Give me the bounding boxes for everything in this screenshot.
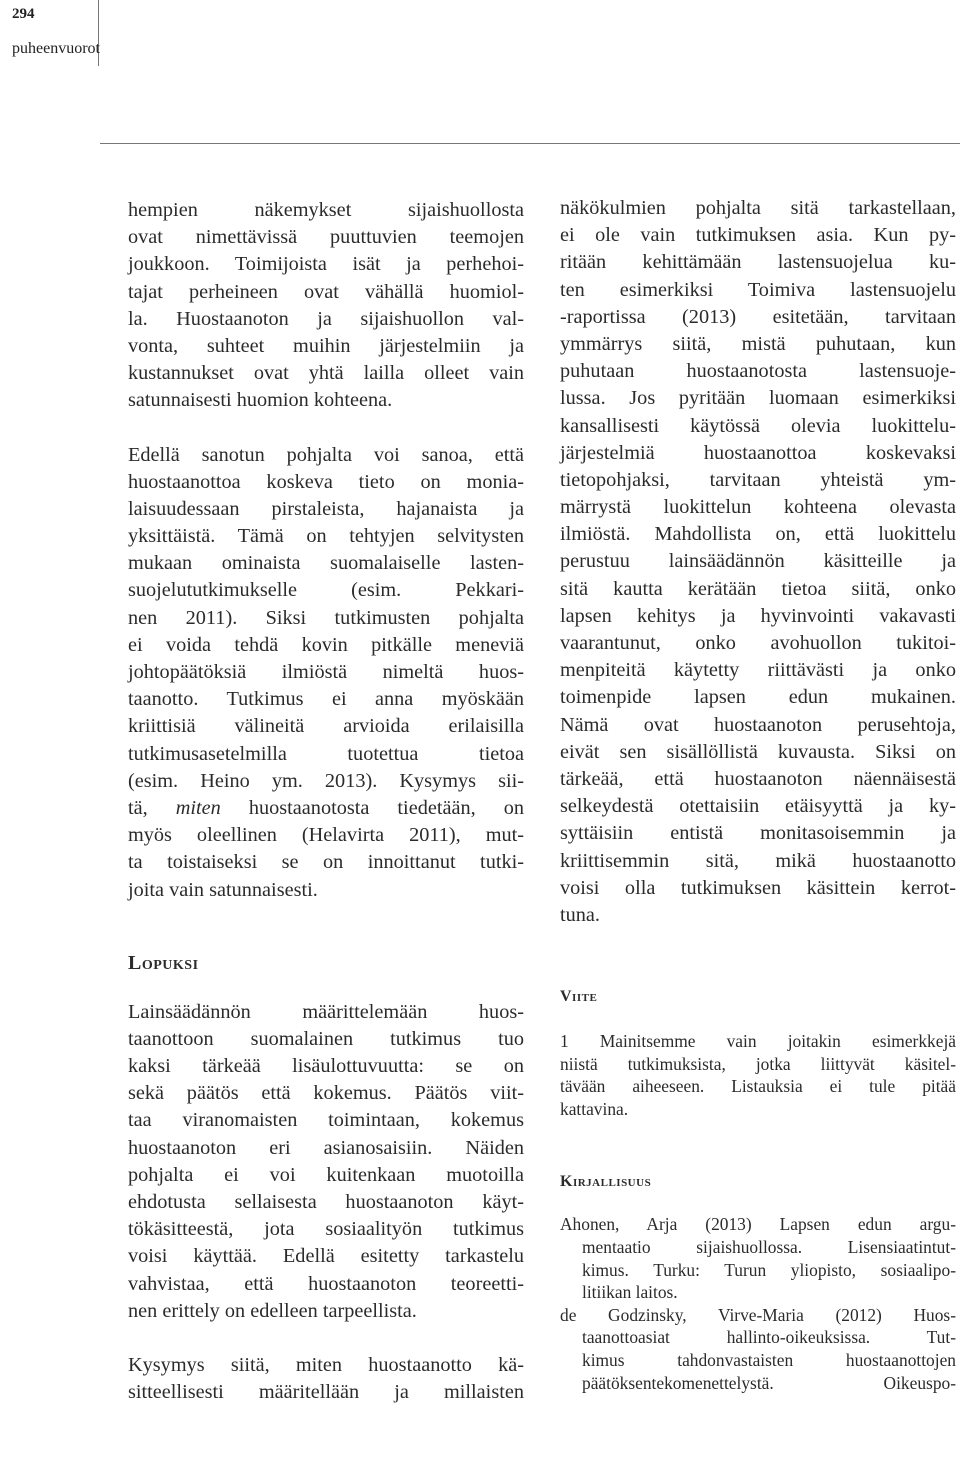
- text-line-with-italic: tä, miten huostaanotosta tiedetään, on: [128, 796, 525, 819]
- reference-line: litiikan laitos.: [582, 1282, 678, 1303]
- text-line: satunnaisesti huomion kohteena.: [128, 389, 393, 412]
- paragraph-right-1: [560, 195, 956, 929]
- text-line: 1 Mainitsemme vain joitakin esimerkkejä: [560, 1031, 956, 1052]
- text-line: laisuudessaan pirstaleista, hajanaista ja: [128, 497, 524, 520]
- text-line: (esim. Heino ym. 2013). Kysymys sii-: [128, 769, 524, 792]
- text-line: märrystä luokittelun kohteena olevasta: [560, 496, 956, 519]
- reference-line: päätöksentekomenettelystä. Oikeuspo-: [582, 1372, 956, 1393]
- text-line: kaksi tärkeää lisäulottuvuutta: se on: [128, 1055, 524, 1078]
- text-line: joukkoon. Toimijoista isät ja perhehoi-: [128, 253, 524, 276]
- text-line: sitä kautta kerätään tietoa siitä, onko: [560, 577, 956, 600]
- right-column: [560, 195, 956, 1394]
- reference-line: kimus tahdonvastaisten huostaanottojen: [582, 1350, 956, 1370]
- text-line: vonta, suhteet muihin järjestelmiin ja: [128, 334, 524, 357]
- text-line: ritään kehittämään lastensuojelua ku-: [560, 251, 956, 274]
- section-name: puheenvuorot: [12, 40, 100, 57]
- left-column: [128, 197, 524, 1406]
- text-line: kriittisiä välineitä arvioida erilaisilla: [128, 715, 524, 738]
- text-line: kattavina.: [560, 1098, 629, 1119]
- text-line: pohjalta ei voi kuitenkaan muotoilla: [128, 1163, 524, 1186]
- paragraph-1: [128, 197, 524, 415]
- text-line: kansallisesti käytössä olevia luokittelu-: [560, 414, 956, 437]
- text-line: voisi käyttää. Edellä esitetty tarkastelu: [128, 1245, 524, 1268]
- text-line: ehdotusta sellaisesta huostaanoton käyt-: [128, 1191, 524, 1213]
- text-line: yksittäistä. Tämä on tehtyjen selvitysten: [128, 525, 524, 548]
- text-line: toimenpide lapsen edun mukainen.: [560, 686, 956, 709]
- text-line: ei ole vain tutkimuksen asia. Kun py-: [560, 224, 956, 247]
- reference-line: kimus. Turku: Turun yliopisto, sosiaalipo-: [582, 1259, 956, 1280]
- text-line: tutkimusasetelmilla tuotettua tietoa: [128, 742, 524, 765]
- text-line: huostaanottoa koskeva tieto on monia-: [128, 470, 524, 493]
- text-line: tökäsitteestä, jota sosiaalityön tutkimus: [128, 1218, 524, 1241]
- text-line: kustannukset ovat yhtä lailla olleet vain: [128, 362, 524, 385]
- reference-line: de Godzinsky, Virve-Maria (2012) Huos-: [560, 1304, 956, 1325]
- reference-line: Ahonen, Arja (2013) Lapsen edun argu-: [560, 1214, 956, 1235]
- reference-list: [560, 1213, 956, 1394]
- text-line: perustuu lainsäädännön käsitteille ja: [560, 550, 956, 573]
- text-line: selkeydestä otettaisiin etäisyyttä ja ky-: [560, 795, 956, 818]
- section-heading-kirjallisuus: Kirjallisuus: [560, 1173, 652, 1191]
- text-line: -raportissa (2013) esitetään, tarvitaan: [560, 305, 956, 328]
- header-horizontal-rule: [100, 143, 960, 144]
- text-line: Nämä ovat huostaanoton perusehtoja,: [560, 713, 956, 736]
- text-line: syttäisiin entistä monitasoisemmin ja: [560, 822, 956, 845]
- page-header: [0, 0, 100, 68]
- text-line: kriittisemmin sitä, mikä huostaanotto: [560, 849, 956, 872]
- text-line: tuna.: [560, 903, 600, 926]
- text-line: huostaanoton eri asianosaisiin. Näiden: [128, 1136, 524, 1159]
- text-line: tävään aiheeseen. Listauksia ei tule pitää: [560, 1076, 956, 1097]
- text-line: johtopäätöksiä ilmiöstä nimeltä huos-: [128, 661, 524, 683]
- text-line: niistä tutkimuksista, jotka liittyvät käsitel-: [560, 1053, 956, 1074]
- text-line: hempien näkemykset sijaishuollosta: [128, 199, 524, 221]
- paragraph-3: [128, 999, 524, 1325]
- text-line: suojelututkimukselle (esim. Pekkari-: [128, 579, 524, 602]
- text-line: ten esimerkiksi Toimiva lastensuojelu: [560, 278, 956, 301]
- text-line: järjestelmiä huostaanottoa koskevaksi: [560, 441, 956, 464]
- footnote: [560, 1030, 956, 1120]
- text-line: ei voida tehdä kovin pitkälle meneviä: [128, 633, 524, 656]
- text-line: ymmärrys siitä, mistä puhutaan, kun: [560, 332, 956, 355]
- text-line: taa viranomaisten toimintaan, kokemus: [128, 1109, 524, 1132]
- paragraph-2: [128, 442, 524, 904]
- text-line: nen 2011). Siksi tutkimusten pohjalta: [128, 606, 524, 629]
- italic-word: miten: [175, 796, 221, 819]
- page-number: 294: [12, 6, 35, 22]
- text-line: tärkeää, että huostaanoton näennäisestä: [560, 767, 956, 790]
- text-line: myös oleellinen (Helavirta 2011), mut-: [128, 824, 524, 847]
- text-line: eivät sen sisällöllistä kuvausta. Siksi on: [560, 740, 956, 763]
- text-line: voisi olla tutkimuksen käsittein kerrot-: [560, 876, 956, 899]
- text-line: vaarantunut, onko avohuollon tukitoi-: [560, 632, 956, 654]
- text-line: Lainsäädännön määrittelemään huos-: [128, 1000, 524, 1023]
- text-line: vahvistaa, että huostaanoton teoreetti-: [128, 1272, 524, 1295]
- text-line: nen erittely on edelleen tarpeellista.: [128, 1299, 417, 1322]
- text-line: joita vain satunnaisesti.: [128, 878, 318, 901]
- text-line: Edellä sanotun pohjalta voi sanoa, että: [128, 443, 524, 466]
- text-line: la. Huostaanoton ja sijaishuollon val-: [128, 307, 524, 330]
- text-line: ovat nimettävissä puuttuvien teemojen: [128, 226, 524, 249]
- text-line: sitteellisesti määritellään ja millaisten: [128, 1381, 524, 1404]
- text-line: mukaan ominaista suomalaiselle lasten-: [128, 552, 524, 575]
- text-line: sekä päätös että kokemus. Päätös viit-: [128, 1082, 524, 1105]
- text-line: näkökulmien pohjalta sitä tarkastellaan,: [560, 197, 956, 219]
- paragraph-4: [128, 1352, 524, 1406]
- text-line: lapsen kehitys ja hyvinvointi vakavasti: [560, 604, 956, 627]
- section-heading-viite: Viite: [560, 988, 598, 1006]
- text-line: ilmiöstä. Mahdollista on, että luokittelu: [560, 523, 956, 546]
- text-line: taanottoon suomalainen tutkimus tuo: [128, 1027, 524, 1050]
- text-line: taanotto. Tutkimus ei anna myöskään: [128, 688, 524, 711]
- text-line: tajat perheineen ovat vähällä huomiol-: [128, 280, 524, 303]
- text-line: lussa. Jos pyritään luomaan esimerkiksi: [560, 387, 956, 410]
- text-line: menpiteitä käytetty riittävästi ja onko: [560, 659, 956, 682]
- section-heading-lopuksi: Lopuksi: [128, 951, 199, 974]
- reference-line: taanottoasiat hallinto-oikeuksissa. Tut-: [582, 1327, 956, 1348]
- text-line: tietopohjaksi, tarvitaan yhteistä ym-: [560, 468, 956, 491]
- text-line: puhutaan huostaanotosta lastensuoje-: [560, 360, 956, 383]
- reference-line: mentaatio sijaishuollossa. Lisensiaatintut-: [582, 1237, 956, 1258]
- text-line: Kysymys siitä, miten huostaanotto kä-: [128, 1353, 524, 1376]
- text-line: ta toistaiseksi se on innoittanut tutki-: [128, 851, 524, 874]
